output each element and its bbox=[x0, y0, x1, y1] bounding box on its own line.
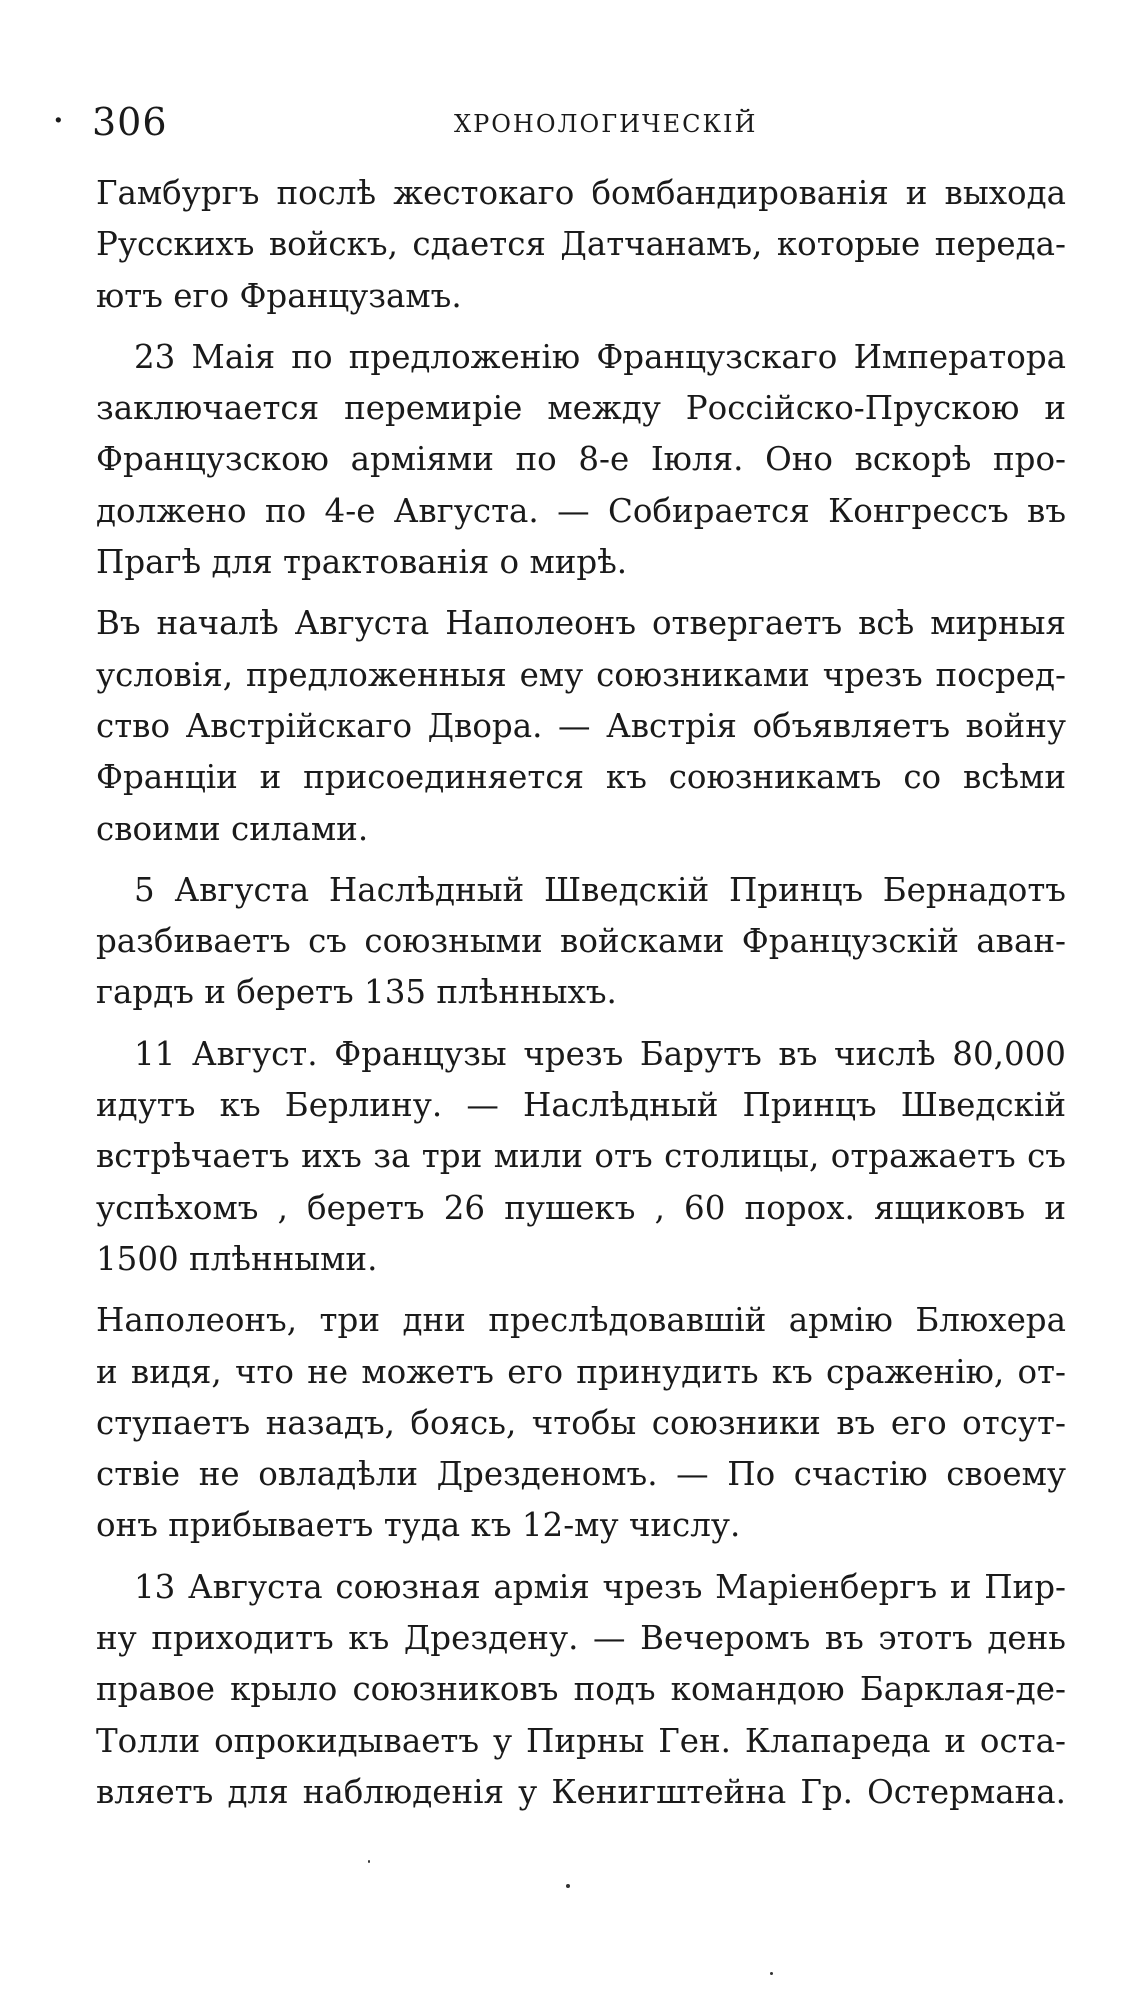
paragraph-berlin bbox=[96, 1029, 1066, 1285]
text-line: своими силами. bbox=[96, 809, 369, 848]
text-line: 11 Август. Французы чрезъ Барутъ въ числѣ 80,000 bbox=[134, 1034, 1066, 1073]
paragraph-austria bbox=[96, 598, 1066, 854]
text-line: разбиваетъ съ союзными войсками Французскій аван- bbox=[96, 922, 1066, 961]
text-line: идутъ къ Берлину. — Наслѣдный Принцъ Шведскій bbox=[96, 1086, 1066, 1125]
paragraph-bernadotte bbox=[96, 865, 1066, 1019]
paragraph-napoleon-retreat bbox=[96, 1295, 1066, 1551]
text-line: 13 Августа союзная армія чрезъ Маріенбергъ и Пир- bbox=[134, 1567, 1066, 1606]
text-line: Французскою арміями по 8-е Іюля. Оно вскорѣ про- bbox=[96, 440, 1066, 479]
paragraph-armistice bbox=[96, 332, 1066, 588]
paragraph-dresden bbox=[96, 1562, 1066, 1818]
page-header bbox=[50, 100, 1090, 144]
text-line: онъ прибываетъ туда къ 12-му числу. bbox=[96, 1506, 741, 1545]
text-line: 5 Августа Наслѣдный Шведскій Принцъ Бернадотъ bbox=[134, 870, 1066, 909]
text-line: встрѣчаетъ ихъ за три мили отъ столицы, отражаетъ съ bbox=[96, 1137, 1066, 1176]
text-line: Толли опрокидываетъ у Пирны Ген. Клапареда и оста- bbox=[96, 1721, 1066, 1760]
text-line: Русскихъ войскъ, сдается Датчанамъ, которые переда- bbox=[96, 225, 1066, 264]
scan-speck bbox=[368, 1860, 370, 1863]
text-line: ствіе не овладѣли Дрезденомъ. — По счастію своему bbox=[96, 1455, 1066, 1494]
text-line: Въ началѣ Августа Наполеонъ отвергаетъ всѣ мирныя bbox=[96, 604, 1066, 643]
scan-speck bbox=[770, 1972, 773, 1975]
text-line: должено по 4-е Августа. — Собирается Конгрессъ въ bbox=[96, 491, 1066, 530]
scan-speck bbox=[566, 1884, 570, 1888]
paragraph-hamburg bbox=[96, 168, 1066, 322]
text-line: ступаетъ назадъ, боясь, чтобы союзники въ его отсут- bbox=[96, 1403, 1066, 1442]
running-title: ХРОНОЛОГИЧЕСКІЙ bbox=[454, 110, 758, 138]
text-line: ютъ его Французамъ. bbox=[96, 276, 462, 315]
text-line: Наполеонъ, три дни преслѣдовавшій армію Блюхера bbox=[96, 1301, 1066, 1340]
text-line: гардъ и беретъ 135 плѣнныхъ. bbox=[96, 973, 617, 1012]
text-line: 1500 плѣнными. bbox=[96, 1239, 378, 1278]
text-line: заключается перемиріе между Россійско-Прускою и bbox=[96, 389, 1066, 428]
text-line: 23 Маія по предложенію Французскаго Императора bbox=[134, 337, 1066, 376]
text-line: и видя, что не можетъ его принудить къ сраженію, от- bbox=[96, 1352, 1066, 1391]
text-line: правое крыло союзниковъ подъ командою Барклая-де- bbox=[96, 1670, 1066, 1709]
text-line: вляетъ для наблюденія у Кенигштейна Гр. Остермана. bbox=[96, 1772, 1066, 1811]
text-line: успѣхомъ , беретъ 26 пушекъ , 60 порох. ящиковъ и bbox=[96, 1188, 1066, 1227]
text-line: Франціи и присоединяется къ союзникамъ со всѣми bbox=[96, 758, 1066, 797]
page-number: · 306 bbox=[92, 100, 168, 144]
text-line: ну приходитъ къ Дрездену. — Вечеромъ въ этотъ день bbox=[96, 1619, 1066, 1658]
text-line: ство Австрійскаго Двора. — Австрія объявляетъ войну bbox=[96, 706, 1066, 745]
text-line: условія, предложенныя ему союзниками чрезъ посред- bbox=[96, 655, 1066, 694]
text-line: Гамбургъ послѣ жестокаго бомбандированія и выхода bbox=[96, 174, 1066, 212]
text-line: Прагѣ для трактованія о мирѣ. bbox=[96, 543, 628, 582]
body-text bbox=[96, 168, 1066, 1818]
